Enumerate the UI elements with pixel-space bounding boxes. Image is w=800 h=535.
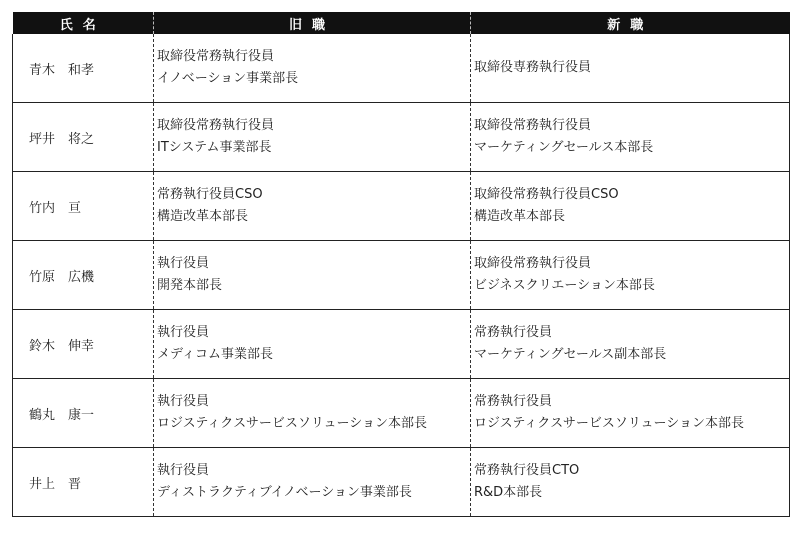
person-name: 坪井 将之 xyxy=(13,103,154,172)
new-title: 常務執行役員CTO xyxy=(474,463,580,478)
old-department: イノベーション事業部長 xyxy=(157,71,299,86)
header-name: 氏名 xyxy=(13,12,154,34)
new-position-cell xyxy=(471,448,790,517)
old-department: 開発本部長 xyxy=(157,278,223,293)
header-new-position: 新職 xyxy=(471,12,790,34)
old-department: メディコム事業部長 xyxy=(157,347,273,362)
new-position-cell xyxy=(471,103,790,172)
table-row xyxy=(13,172,790,241)
old-title: 執行役員 xyxy=(157,256,210,271)
table-header-row xyxy=(13,12,790,34)
old-department: 構造改革本部長 xyxy=(157,209,249,224)
old-position-cell xyxy=(154,310,471,379)
personnel-table-wrapper xyxy=(12,12,789,517)
old-title: 執行役員 xyxy=(157,394,210,409)
new-position-cell xyxy=(471,310,790,379)
new-department: 構造改革本部長 xyxy=(474,209,566,224)
new-title: 常務執行役員 xyxy=(474,325,553,340)
old-title: 取締役常務執行役員 xyxy=(157,118,275,133)
table-row xyxy=(13,379,790,448)
personnel-table xyxy=(12,12,790,517)
new-department: マーケティングセールス副本部長 xyxy=(474,347,667,362)
header-old-position: 旧職 xyxy=(154,12,471,34)
old-position-cell xyxy=(154,379,471,448)
old-department: ITシステム事業部長 xyxy=(157,140,272,155)
old-position-cell xyxy=(154,448,471,517)
table-row xyxy=(13,241,790,310)
old-department: ロジスティクスサービスソリューション本部長 xyxy=(157,416,428,431)
old-department: ディストラクティブイノベーション事業部長 xyxy=(157,485,412,500)
person-name: 竹内 亘 xyxy=(13,172,154,241)
old-title: 取締役常務執行役員 xyxy=(157,49,275,64)
new-position-cell xyxy=(471,241,790,310)
new-title: 取締役常務執行役員CSO xyxy=(474,187,619,202)
new-position-cell xyxy=(471,172,790,241)
new-title: 取締役常務執行役員 xyxy=(474,256,592,271)
old-position-cell xyxy=(154,241,471,310)
new-department: R&D本部長 xyxy=(474,485,543,500)
table-row xyxy=(13,103,790,172)
person-name: 青木 和孝 xyxy=(13,34,154,103)
new-title: 取締役専務執行役員 xyxy=(474,60,592,75)
new-department: ロジスティクスサービスソリューション本部長 xyxy=(474,416,745,431)
new-position-cell xyxy=(471,379,790,448)
table-row xyxy=(13,34,790,103)
new-title: 取締役常務執行役員 xyxy=(474,118,592,133)
old-position-cell xyxy=(154,103,471,172)
old-position-cell xyxy=(154,34,471,103)
old-title: 執行役員 xyxy=(157,325,210,340)
old-title: 常務執行役員CSO xyxy=(157,187,263,202)
person-name: 鈴木 伸幸 xyxy=(13,310,154,379)
old-title: 執行役員 xyxy=(157,463,210,478)
table-row xyxy=(13,310,790,379)
person-name: 鶴丸 康一 xyxy=(13,379,154,448)
person-name: 井上 晋 xyxy=(13,448,154,517)
new-department: マーケティングセールス本部長 xyxy=(474,140,654,155)
new-department: ビジネスクリエーション本部長 xyxy=(474,278,655,293)
old-position-cell xyxy=(154,172,471,241)
person-name: 竹原 広機 xyxy=(13,241,154,310)
table-row xyxy=(13,448,790,517)
new-position-cell xyxy=(471,34,790,103)
new-title: 常務執行役員 xyxy=(474,394,553,409)
